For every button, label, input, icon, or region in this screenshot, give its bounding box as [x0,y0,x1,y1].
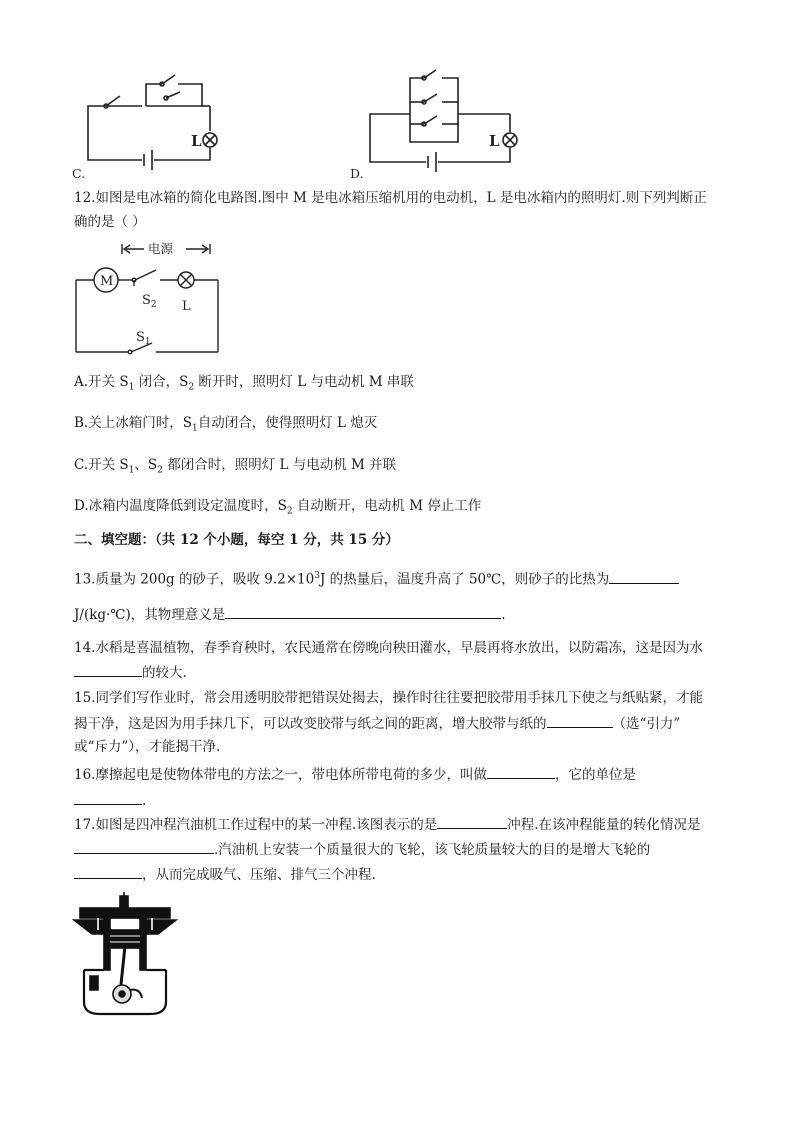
q12-option-d[interactable]: D.冰箱内温度降低到设定温度时，$S_2$ 自动断开，电动机 M 停止工作 [74,498,482,517]
q12-option-c[interactable]: C.开关 $S_1$、$S_2$ 都闭合时，照明灯 L 与电动机 M 并联 [74,457,397,476]
q16-blank-2[interactable] [74,790,142,805]
q17-blank-2[interactable] [74,839,214,854]
power-source-label: 电源 [148,241,174,256]
engine-cylinder-figure [70,890,180,1018]
q17-blank-1[interactable] [437,814,507,829]
q17-line2: .汽油机上安装一个质量很大的飞轮，该飞轮质量较大的目的是增大飞轮的 [74,839,650,860]
q15-line2: 揭干净，这是因为用手抹几下，可以改变胶带与纸之间的距离，增大胶带与纸的 （选“引力” [74,713,680,734]
switch-s2-label: S [142,293,151,308]
q15-blank[interactable] [547,713,613,728]
q13-blank-1[interactable] [609,569,679,584]
circuit-figure-c [72,58,242,183]
switch-s1-label: S [136,330,145,345]
q14-line1: 14.水稻是喜温植物，春季育秧时，农民通常在傍晚向秧田灌水，早晨再将水放出，以防霜冻，这是因为水 [74,640,703,656]
q16-blank-1[interactable] [487,764,555,779]
q13-line1: 13.质量为 200g 的砂子，吸收 $9.2\times 10^3J$ 的热量后，温度升高了 50℃，则砂子的比热为 [74,566,679,590]
motor-label: M [100,274,114,289]
fridge-circuit-figure [72,236,232,360]
q12-option-a[interactable]: A.开关 $S_1$ 闭合，$S_2$ 断开时，照明灯 L 与电动机 M 串联 [74,374,414,393]
lamp-label-c: L [191,132,202,150]
lamp-label: L [182,299,191,314]
q12-stem-line1: 12.如图是电冰箱的简化电路图.图中 M 是电冰箱压缩机用的电动机，L 是电冰箱内的照明灯.则下列判断正 [74,190,707,206]
q16-line1: 16.摩擦起电是使物体带电的方法之一，带电体所带电荷的多少，叫做 ，它的单位是 [74,764,636,785]
q13-blank-2[interactable] [225,604,501,619]
q14-line2: 的较大. [74,662,187,683]
q15-line3: 或“斥力”），才能揭干净. [74,739,221,755]
svg-text:S1: $S_1$ [136,330,151,347]
q17-line1: 17.如图是四冲程汽油机工作过程中的某一冲程.该图表示的是 冲程.在该冲程能量的转化情况是 [74,814,701,835]
option-c-label: C. [72,166,86,181]
option-d-label: D. [350,166,364,181]
lamp-label-d: L [489,132,500,150]
q13-line2: J/(kg·℃)，其物理意义是 . [74,604,506,625]
q15-line1: 15.同学们写作业时，常会用透明胶带把错误处揭去，操作时往往要把胶带用手抹几下使之与纸贴紧，才能 [74,690,703,706]
q12-stem-line2: 确的是（ ） [74,214,146,230]
q12-option-b[interactable]: B.关上冰箱门时，$S_1$自动闭合，使得照明灯 L 熄灭 [74,415,378,434]
q16-line2: . [74,790,146,811]
q14-blank[interactable] [74,662,142,677]
section-heading: 二、填空题：（共 12 个小题，每空 1 分，共 15 分） [74,532,399,548]
circuit-figure-d [350,58,525,183]
svg-text:S2: $S_2$ [142,293,157,310]
q17-blank-3[interactable] [74,864,142,879]
q17-line3: ，从而完成吸气、压缩、排气三个冲程. [74,864,376,885]
